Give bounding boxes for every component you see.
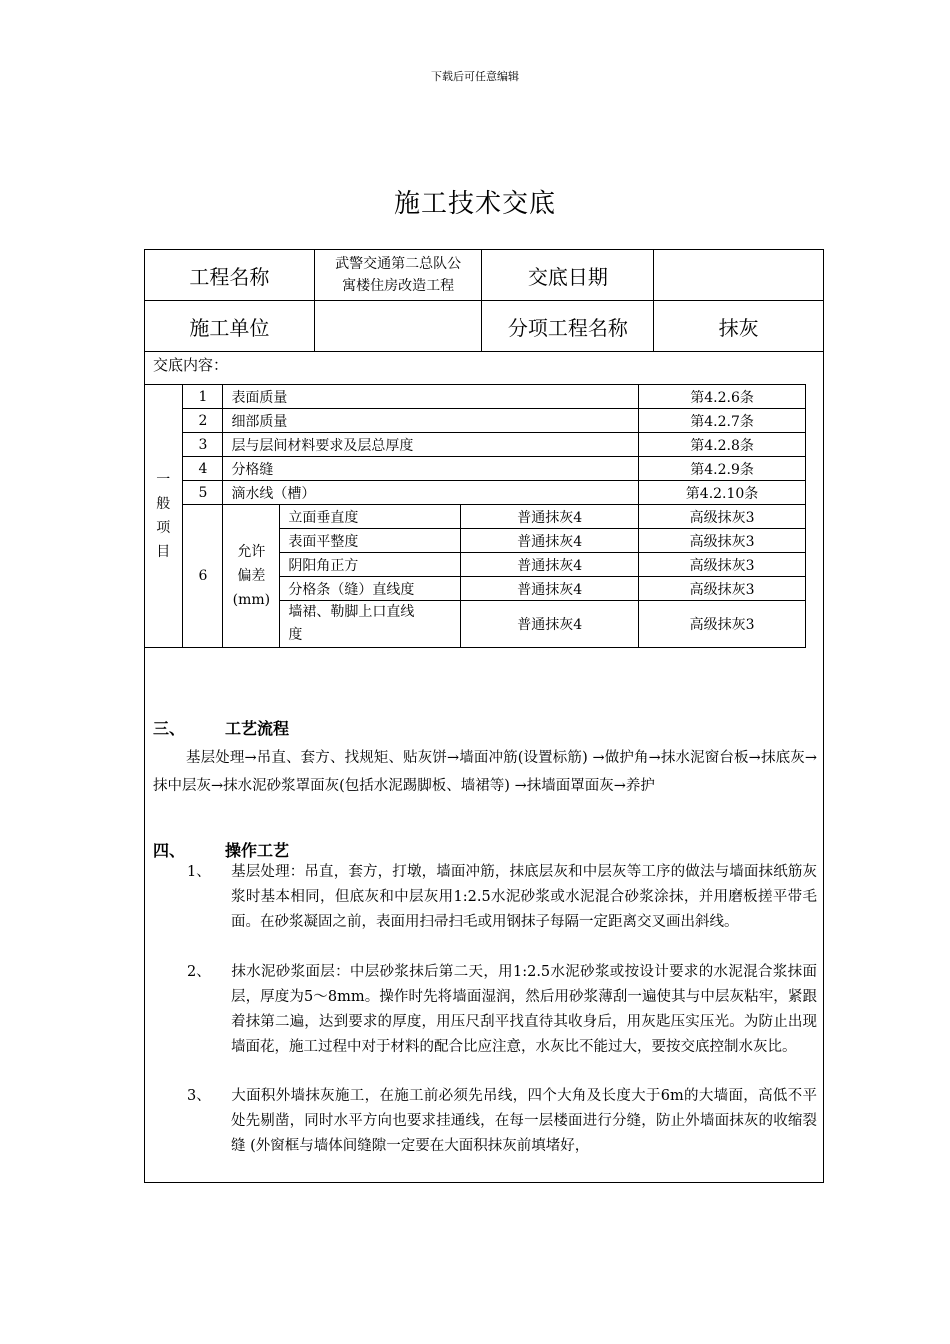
general-items-group-label: 一 般 项 目	[144, 385, 183, 648]
subitem-label: 分项工程名称	[482, 301, 654, 352]
tolerance-item-name: 阴阳角正方	[280, 553, 461, 577]
op-item-text: 大面积外墙抹灰施工，在施工前必须先吊线，四个大角及长度大于6m的大墙面，高低不平处先剔凿，同时水平方向也要求挂通线，在每一层楼面进行分缝，防止外墙面抹灰的收缩裂缝 (外窗框与墙体间缝隙一定要在大面积抹灰前填堵好，	[231, 1088, 817, 1154]
item-no: 1	[183, 385, 223, 409]
tolerance-normal: 普通抹灰4	[461, 529, 639, 553]
op-item-text: 基层处理：吊直，套方，打墩，墙面冲筋，抹底层灰和中层灰等工序的做法与墙面抹纸筋灰浆时基本相同，但底灰和中层灰用1:2.5水泥砂浆或水泥混合砂浆涂抹，并用磨板搓平带毛面。在砂浆凝固之前，表面用扫帚扫毛或用钢抹子每隔一定距离交叉画出斜线。	[231, 864, 817, 930]
item-clause: 第4.2.10条	[639, 481, 806, 505]
tolerance-normal: 普通抹灰4	[461, 577, 639, 601]
item-clause: 第4.2.6条	[639, 385, 806, 409]
tolerance-normal: 普通抹灰4	[461, 601, 639, 648]
op-item-text: 抹水泥砂浆面层：中层砂浆抹后第二天，用1:2.5水泥砂浆或按设计要求的水泥混合浆抹面层，厚度为5～8mm。操作时先将墙面湿润，然后用砂浆薄刮一遍使其与中层灰粘牢，紧跟着抹第二遍，达到要求的厚度，用压尺刮平找直待其收身后，用灰匙压实压光。为防止出现墙面花，施工过程中对于材料的配合比应注意，水灰比不能过大，要按交底控制水灰比。	[231, 964, 817, 1055]
item-name: 细部质量	[223, 409, 639, 433]
project-name-line2: 寓楼住房改造工程	[342, 278, 455, 294]
item-name: 表面质量	[223, 385, 639, 409]
section4-num: 四、	[153, 841, 186, 860]
date-label: 交底日期	[482, 250, 654, 301]
tolerance-advanced: 高级抹灰3	[639, 529, 806, 553]
project-name-label: 工程名称	[145, 250, 315, 301]
item-name: 分格缝	[223, 457, 639, 481]
tolerance-advanced: 高级抹灰3	[639, 601, 806, 648]
op-item-2	[187, 960, 817, 1060]
header-note: 下载后可任意编辑	[431, 70, 519, 83]
op-item-num: 3、	[187, 1088, 211, 1104]
tolerance-label: 允许 偏差 (mm)	[223, 505, 280, 648]
section3-num: 三、	[153, 719, 186, 738]
item-name: 层与层间材料要求及层总厚度	[223, 433, 639, 457]
tolerance-item-name: 立面垂直度	[280, 505, 461, 529]
content-label: 交底内容：	[153, 356, 229, 374]
section3-title: 工艺流程	[225, 719, 290, 738]
item-no: 4	[183, 457, 223, 481]
tolerance-advanced: 高级抹灰3	[639, 577, 806, 601]
item-no: 2	[183, 409, 223, 433]
project-name-value	[314, 250, 482, 301]
unit-label: 施工单位	[145, 301, 315, 352]
section3-heading	[153, 716, 289, 739]
date-value	[654, 250, 824, 301]
tolerance-advanced: 高级抹灰3	[639, 553, 806, 577]
item-no: 5	[183, 481, 223, 505]
general-items-table	[144, 384, 806, 648]
tolerance-normal: 普通抹灰4	[461, 505, 639, 529]
item-clause: 第4.2.9条	[639, 457, 806, 481]
item-clause: 第4.2.8条	[639, 433, 806, 457]
subitem-value: 抹灰	[654, 301, 824, 352]
page-title: 施工技术交底	[393, 189, 556, 219]
tolerance-advanced: 高级抹灰3	[639, 505, 806, 529]
section4-heading	[153, 838, 289, 861]
tolerance-normal: 普通抹灰4	[461, 553, 639, 577]
op-item-3	[187, 1084, 817, 1159]
item-clause: 第4.2.7条	[639, 409, 806, 433]
project-name-line1: 武警交通第二总队公	[335, 256, 462, 272]
info-table	[144, 249, 824, 352]
item-name: 滴水线（槽）	[223, 481, 639, 505]
item-no: 3	[183, 433, 223, 457]
op-item-1	[187, 860, 817, 935]
tolerance-item-name: 墙裙、勒脚上口直线 度	[280, 601, 461, 648]
tolerance-item-name: 表面平整度	[280, 529, 461, 553]
section3-text: 基层处理→吊直、套方、找规矩、贴灰饼→墙面冲筋(设置标筋) →做护角→抹水泥窗台板→抹底灰→抹中层灰→抹水泥砂浆罩面灰(包括水泥踢脚板、墙裙等) →抹墙面罩面灰→养护	[153, 750, 817, 794]
unit-value	[314, 301, 482, 352]
tolerance-no: 6	[183, 505, 223, 648]
op-item-num: 2、	[187, 964, 211, 980]
tolerance-item-name: 分格条（缝）直线度	[280, 577, 461, 601]
op-item-num: 1、	[187, 864, 211, 880]
section4-title: 操作工艺	[225, 841, 290, 860]
